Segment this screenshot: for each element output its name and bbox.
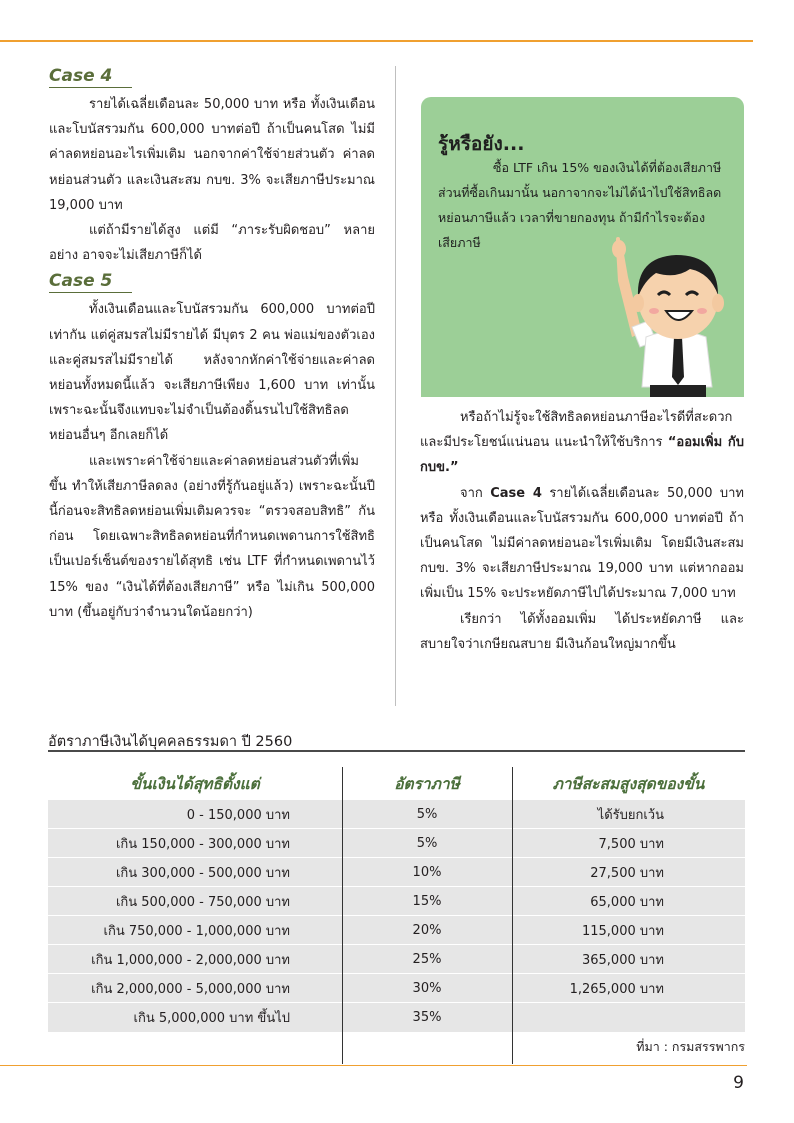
- cell-max-tax: 7,500 บาท: [598, 836, 664, 852]
- top-rule: [0, 40, 753, 42]
- page-number: 9: [733, 1073, 744, 1093]
- right-paragraph-2-case: Case 4: [490, 485, 542, 501]
- case5-heading: Case 5: [49, 271, 132, 293]
- case4-heading: Case 4: [49, 66, 132, 88]
- table-row: [48, 887, 745, 916]
- header-tax-rate: อัตราภาษี: [394, 775, 460, 793]
- cell-bracket: เกิน 300,000 - 500,000 บาท: [115, 865, 290, 881]
- cell-max-tax: 365,000 บาท: [581, 952, 664, 968]
- right-paragraph-3: เรียกว่า ได้ทั้งออมเพิ่ม ได้ประหยัดภาษี และสบายใจว่าเกษียณสบาย มีเงินก้อนใหญ่มากขึ้น: [420, 611, 744, 652]
- cell-rate: 10%: [412, 864, 442, 880]
- right-paragraph-1: [420, 405, 744, 481]
- left-column: [49, 66, 375, 625]
- cell-max-tax: 27,500 บาท: [590, 865, 664, 881]
- callout-title: รู้หรือยัง...: [438, 133, 525, 155]
- cell-max-tax: 115,000 บาท: [581, 923, 664, 939]
- cell-rate: 35%: [412, 1010, 442, 1025]
- table-header-row: [48, 767, 745, 800]
- table-row: [48, 1003, 745, 1032]
- table-row: [48, 945, 745, 974]
- cell-rate: 30%: [412, 980, 442, 996]
- column-divider: [395, 66, 396, 706]
- cell-bracket: เกิน 750,000 - 1,000,000 บาท: [103, 923, 290, 939]
- bottom-rule: [0, 1065, 747, 1066]
- callout-line-3: หย่อนภาษีแล้ว เวลาที่ขายกองทุน ถ้ามีกำไรจะต้อง: [438, 210, 706, 225]
- caption-rule: [48, 750, 745, 752]
- cell-max-tax: 1,265,000 บาท: [569, 981, 664, 997]
- table-row: [48, 858, 745, 887]
- gpf-save-more-highlight: “ออมเพิ่ม กับ กบข.”: [420, 435, 744, 476]
- table-divider-2: [512, 767, 513, 1064]
- table-source: ที่มา : กรมสรรพากร: [636, 1039, 745, 1054]
- table-row: [48, 974, 745, 1003]
- case5-paragraph-2: และเพราะค่าใช้จ่ายและค่าลดหย่อนส่วนตัวที่เพิ่มขึ้น ทำให้เสียภาษีลดลง (อย่างที่รู้กันอยู่แล้ว) เพราะฉะนั้นปีนี้ก่อนจะสิทธิลดหย่อนเพิ่มเติมควรจะ “ตรวจสอบสิทธิ” กันก่อน โดยเฉพาะสิทธิลดหย่อนที่กำหนดเพดานการใช้สิทธิเป็นเปอร์เซ็นต์ของรายได้สุทธิ เช่น LTF ที่กำหนดเพดานไว้ 15% ของ “เงินได้ที่ต้องเสียภาษี” หรือ ไม่เกิน 500,000 บาท (ขึ้นอยู่กับว่าจำนวนใดน้อยกว่า): [49, 453, 375, 620]
- cell-max-tax: ได้รับยกเว้น: [597, 807, 664, 823]
- table-caption: อัตราภาษีเงินได้บุคคลธรรมดา ปี 2560: [48, 734, 293, 750]
- cell-bracket: เกิน 1,000,000 - 2,000,000 บาท: [91, 952, 290, 968]
- cell-rate: 5%: [416, 835, 438, 851]
- right-paragraph-1-text: หรือถ้าไม่รู้จะใช้สิทธิลดหย่อนภาษีอะไรดีที่สะดวกและมีประโยชน์แน่นอน แนะนำให้ใช้บริการ: [420, 410, 733, 451]
- did-you-know-callout: [421, 97, 744, 397]
- table-row: [48, 800, 745, 829]
- table-divider-1: [342, 767, 343, 1064]
- header-income-bracket: ขั้นเงินได้สุทธิตั้งแต่: [130, 775, 260, 793]
- callout-line-4: เสียภาษี: [438, 235, 481, 250]
- cell-bracket: เกิน 150,000 - 300,000 บาท: [115, 836, 290, 852]
- table-row: [48, 829, 745, 858]
- callout-line-1: ซื้อ LTF เกิน 15% ของเงินได้ที่ต้องเสียภาษี: [493, 160, 722, 175]
- right-paragraph-2-text: รายได้เฉลี่ยเดือนละ 50,000 บาท หรือ ทั้งเงินเดือนและโบนัสรวมกัน 600,000 บาทต่อปี ถ้าเป็นคนโสด ไม่มีค่าลดหย่อนอะไรเพิ่มเติม โดยมีเงินสะสม กบข. 3% จะเสียภาษีประมาณ 19,000 บาท แต่หากออมเพิ่มเป็น 15% จะประหยัดภาษีไปได้ประมาณ 7,000 บาท: [420, 485, 744, 602]
- header-max-cumulative-tax: ภาษีสะสมสูงสุดของขั้น: [552, 775, 705, 793]
- right-column: [420, 405, 744, 657]
- case4-paragraph-2: แต่ถ้ามีรายได้สูง แต่มี “ภาระรับผิดชอบ” หลายอย่าง อาจจะไม่เสียภาษีก็ได้: [49, 223, 375, 264]
- tax-rate-table: [48, 767, 745, 1032]
- case5-paragraph-1: ทั้งเงินเดือนและโบนัสรวมกัน 600,000 บาทต่อปีเท่ากัน แต่คู่สมรสไม่มีรายได้ มีบุตร 2 คน พ่อแม่ของตัวเองและคู่สมรสไม่มีรายได้ หลังจากหักค่าใช้จ่ายและค่าลดหย่อนทั้งหมดนี้แล้ว จะเสียภาษีเพียง 1,600 บาท เท่านั้น เพราะฉะนั้นจึงแทบจะไม่จำเป็นต้องดิ้นรนไปใช้สิทธิลดหย่อนอื่นๆ อีกเลยก็ได้: [49, 302, 375, 444]
- cell-bracket: 0 - 150,000 บาท: [186, 807, 290, 823]
- cell-bracket: เกิน 500,000 - 750,000 บาท: [115, 894, 290, 910]
- cell-rate: 15%: [412, 893, 442, 909]
- cell-bracket: เกิน 5,000,000 บาท ขึ้นไป: [133, 1011, 290, 1026]
- cell-max-tax: 65,000 บาท: [590, 894, 664, 910]
- cell-bracket: เกิน 2,000,000 - 5,000,000 บาท: [91, 981, 290, 997]
- cell-rate: 5%: [416, 806, 438, 822]
- callout-line-2: ส่วนที่ซื้อเกินมานั้น นอกาจากจะไม่ได้นำไปใช้สิทธิลด: [438, 185, 722, 200]
- right-paragraph-2-lead: จาก: [460, 485, 483, 501]
- pointing-man-illustration: [606, 237, 741, 397]
- table-body: [48, 800, 745, 1032]
- cell-rate: 20%: [412, 922, 442, 938]
- table-row: [48, 916, 745, 945]
- case4-paragraph-1: รายได้เฉลี่ยเดือนละ 50,000 บาท หรือ ทั้งเงินเดือนและโบนัสรวมกัน 600,000 บาทต่อปี ถ้าเป็นคนโสด ไม่มีค่าลดหย่อนอะไรเพิ่มเติม นอกจากค่าใช้จ่ายส่วนตัว ค่าลดหย่อนส่วนตัว และเงินสะสม กบข. 3% จะเสียภาษีประมาณ 19,000 บาท: [49, 97, 375, 213]
- right-paragraph-2: [420, 481, 744, 607]
- cell-rate: 25%: [412, 951, 442, 967]
